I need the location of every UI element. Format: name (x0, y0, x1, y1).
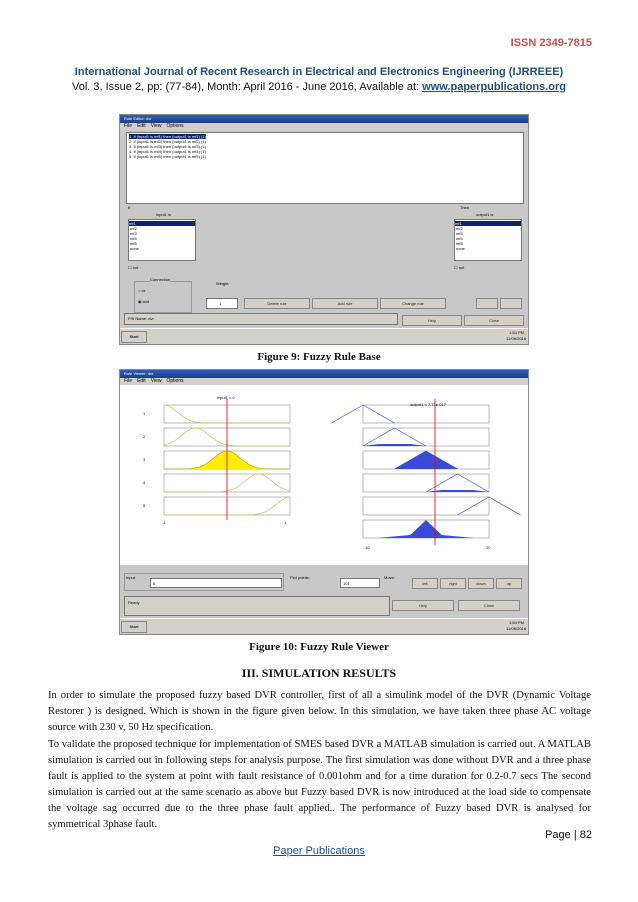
move-right-button[interactable]: right (440, 578, 466, 589)
weight-label: Weight: (216, 281, 230, 286)
rule-editor-title: Rule Editor: dvr (124, 116, 152, 121)
connection-label: Connection (150, 277, 171, 282)
menu-view[interactable]: View (150, 123, 162, 129)
footer-publisher-text[interactable]: Paper Publications (273, 845, 365, 857)
rule-viewer-status (124, 596, 390, 616)
figure9-caption: Figure 9: Fuzzy Rule Base (257, 351, 381, 363)
rule-editor-close-button[interactable]: Close (464, 315, 524, 326)
prev-button[interactable] (476, 298, 498, 309)
then-label: Then (460, 205, 470, 210)
or-radio[interactable]: ○ or (138, 288, 146, 293)
input-not-checkbox[interactable]: ☐ not (128, 265, 139, 270)
rule-editor-status (124, 313, 398, 325)
input-mf-3[interactable]: mf3 (130, 231, 137, 236)
rule-viewer-window (119, 369, 529, 635)
input-mf-none[interactable]: none (130, 246, 139, 251)
viewer-menu-view[interactable]: View (150, 378, 162, 384)
output-mf-none[interactable]: none (456, 246, 465, 251)
issn: ISSN 2349-7815 (510, 37, 592, 49)
move-up-button[interactable]: up (496, 578, 522, 589)
input-axis-min: -1 (162, 520, 166, 525)
input-header: input1 = 0 (217, 395, 235, 400)
move-label: Move: (384, 575, 395, 580)
move-down-button[interactable]: down (468, 578, 494, 589)
output-mf-3[interactable]: mf3 (456, 231, 463, 236)
input-axis-max: 1 (284, 520, 287, 525)
viewer-menu-options[interactable]: Options (166, 378, 184, 384)
output-mf-2[interactable]: mf2 (456, 226, 463, 231)
rule-viewer-status-text: Ready (128, 600, 140, 605)
viewer-menu-edit[interactable]: Edit (137, 378, 146, 384)
figure10-caption: Figure 10: Fuzzy Rule Viewer (249, 641, 389, 653)
output-axis-min: -10 (364, 545, 370, 550)
output-not-label: not (458, 265, 465, 270)
row-label-1: 1 (143, 411, 146, 416)
paragraph-2: To validate the proposed technique for implementation of SMES based DVR a MATLAB simulation is carried out. A MATLAB simulation is carried out in following steps for analysis purpose. The first simulation was done without DVR and a three phase fault is applied to the system at point with fault resistance of 0.001ohm and for a time duration for 0.2-0.7 secs The second simulation is carried out at the same scenario as above but Fuzzy based DVR is now introduced at the load side to compensate the voltage sag occurred due to the three phase fault applied.. The performance of Fuzzy based DVR is analysed for symmetrical 3phase fault. (48, 739, 591, 830)
rule-viewer-titlebar (120, 370, 528, 378)
paragraph-1: In order to simulate the proposed fuzzy based DVR controller, first of all a simulink model of the DVR (Dynamic Voltage Restorer ) is designed. Which is shown in the figure given below. In this simulation, we have taken three phase AC voltage source with 230 v, 50 Hz specification. (48, 690, 591, 733)
output-plot-frame (363, 428, 489, 446)
next-button[interactable] (500, 298, 522, 309)
menu-options[interactable]: Options (166, 123, 184, 129)
rule-2[interactable]: 2. If (input1 is mf2) then (output1 is mf2) (1) (129, 139, 206, 144)
row-label-4: 4 (143, 480, 146, 485)
row-label-2: 2 (143, 434, 146, 439)
page-number: Page | 82 (545, 829, 592, 841)
output-plot-frame (363, 405, 489, 423)
input-mf-list[interactable] (128, 219, 196, 261)
rule-viewer-menu (120, 378, 528, 385)
section-title: III. SIMULATION RESULTS (241, 666, 397, 680)
output-not-checkbox[interactable]: ☐ not (454, 265, 465, 270)
start-button-1[interactable] (121, 331, 147, 343)
plot-points-label: Plot points: (290, 575, 310, 580)
output-header: output1 = 7.71e-017 (410, 402, 446, 407)
row-label-3: 3 (143, 457, 146, 462)
change-rule-button[interactable]: Change rule (380, 298, 446, 309)
output-axis-max: 10 (486, 545, 491, 550)
input-label: input1 is (156, 212, 171, 217)
rule-editor-titlebar (120, 115, 528, 123)
rule-viewer-title: Rule Viewer: dvr (124, 371, 154, 376)
rule-list[interactable] (126, 132, 524, 204)
add-rule-button[interactable]: Add rule (312, 298, 378, 309)
delete-rule-button[interactable]: Delete rule (244, 298, 310, 309)
rule-editor-menu (120, 123, 528, 130)
taskbar-date-2: 11/06/2016 (506, 626, 526, 631)
output-mf-5[interactable]: mf5 (456, 241, 463, 246)
and-label: and (142, 299, 150, 304)
taskbar-time-2: 1:54 PM (509, 620, 524, 625)
move-left-button[interactable]: left (412, 578, 438, 589)
output-label: output1 is (476, 212, 494, 217)
or-label: or (141, 288, 146, 293)
weight-input[interactable] (206, 298, 238, 309)
if-label: If (128, 205, 131, 210)
volume-text: Vol. 3, Issue 2, pp: (77-84), Month: April 2016 - June 2016, Available at: (71, 81, 423, 93)
connection-group (134, 281, 192, 313)
taskbar-time-1: 1:54 PM (509, 330, 524, 335)
input-field[interactable] (150, 578, 282, 588)
rule-editor-status-text: FIS Name: dvr (128, 316, 154, 321)
menu-file[interactable]: File (124, 123, 133, 129)
input-mf-5[interactable]: mf5 (130, 241, 137, 246)
and-radio[interactable]: ◉ and (138, 299, 150, 304)
output-mf-1[interactable]: mf1 (455, 221, 521, 226)
output-mf-list[interactable] (454, 219, 522, 261)
rule-1[interactable]: 1. If (input1 is mf1) then (output1 is mf1) (1) (129, 134, 206, 139)
taskbar-date-1: 11/06/2016 (506, 336, 526, 341)
rule-viewer-help-button[interactable]: Help (392, 600, 454, 611)
input-mf-1[interactable]: mf1 (129, 221, 195, 226)
rule-viewer-close-button[interactable]: Close (458, 600, 520, 611)
footer-publisher (0, 845, 638, 857)
input-field-value: 0 (153, 581, 156, 586)
website-link[interactable]: www.paperpublications.org (422, 81, 566, 93)
rule-5[interactable]: 5. If (input1 is mf5) then (output1 is mf5) (1) (129, 154, 206, 159)
rule-editor-window (119, 114, 529, 345)
volume-line (0, 81, 638, 93)
journal-title: International Journal of Recent Research in Electrical and Electronics Engineering (IJRREEE) (74, 66, 564, 78)
output-plot-frame (363, 474, 489, 492)
rule-viewer-plots[interactable] (120, 385, 528, 565)
taskbar-1 (120, 328, 528, 344)
rule-3[interactable]: 3. If (input1 is mf3) then (output1 is mf3) (1) (129, 144, 206, 149)
row-label-5: 5 (143, 503, 146, 508)
input-mf-4[interactable]: mf4 (130, 236, 137, 241)
plot-points-field[interactable] (340, 578, 380, 588)
output-mf-4[interactable]: mf4 (456, 236, 463, 241)
menu-edit[interactable]: Edit (137, 123, 146, 129)
output-plot-frame (363, 497, 489, 515)
input-not-label: not (132, 265, 139, 270)
viewer-menu-file[interactable]: File (124, 378, 133, 384)
start-button-2[interactable] (121, 621, 147, 633)
input-mf-2[interactable]: mf2 (130, 226, 137, 231)
plot-points-value: 101 (343, 581, 350, 586)
start-label-2: Start (129, 624, 139, 629)
start-label-1: Start (129, 334, 139, 339)
input-box-label: Input: (126, 575, 137, 580)
rule-viewer-plot-area (120, 385, 528, 565)
weight-value: 1 (219, 301, 222, 306)
taskbar-2 (120, 618, 528, 634)
rule-editor-help-button[interactable]: Help (402, 315, 462, 326)
rule-4[interactable]: 4. If (input1 is mf4) then (output1 is mf4) (1) (129, 149, 206, 154)
